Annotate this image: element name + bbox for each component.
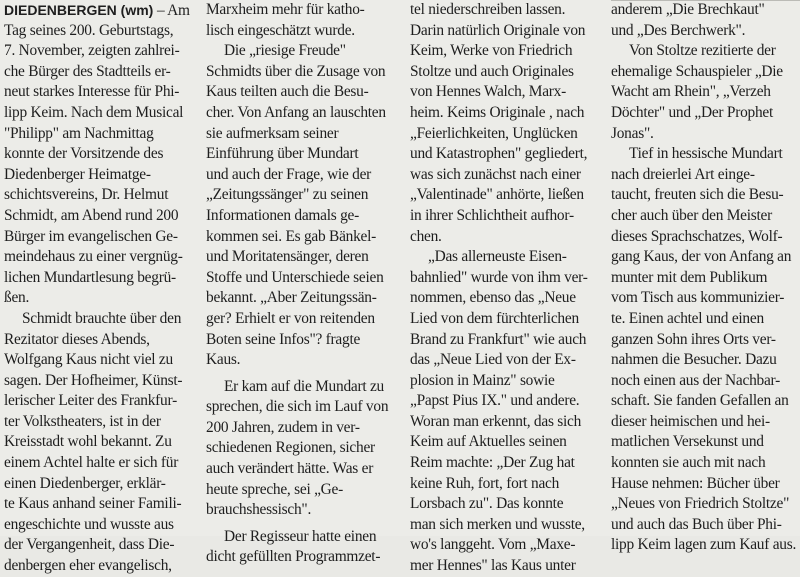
article-line: te. Einen achtel und einen: [611, 309, 764, 327]
article-line: Boten seine Infos"? fragte: [206, 330, 361, 348]
article-line: cher. Von Anfang an lauschten: [206, 103, 386, 121]
article-line: Diedenberger Heimatge-: [4, 165, 151, 183]
article-line: nommen, ebenso das „Neue: [410, 289, 576, 307]
article-line: Keim, Werke von Friedrich: [410, 42, 573, 60]
article-line: Stoffe und Unterschiede seien: [206, 268, 384, 286]
article-line: meindehaus zu einer vergnüg-: [4, 248, 183, 266]
article-line: was sich zunächst nach einer: [410, 165, 581, 183]
article-line: "Philipp" am Nachmittag: [4, 124, 154, 142]
article-line: Döchter" und „Der Prophet: [611, 103, 774, 121]
article-line: Lorsbach zu". Das konnte: [410, 495, 564, 513]
article-line: lisch eingeschätzt wurde.: [206, 21, 355, 39]
article-line: der Vergangenheit, dass Die-: [4, 536, 175, 554]
article-line: Kaus.: [206, 351, 241, 369]
article-line: Reim machte: „Der Zug hat: [410, 454, 575, 472]
article-line: und „Des Berchwerk".: [611, 21, 746, 39]
article-line: ßen.: [4, 289, 30, 307]
article-line: schichtsvereins, Dr. Helmut: [4, 186, 169, 204]
article-line: ehemalige Schauspieler „Die: [611, 62, 783, 80]
article-line: ger? Erhielt er von reitenden: [206, 309, 375, 327]
article-line: „Neues von Friedrich Stoltze": [611, 495, 790, 513]
article-line: bekannt. „Aber Zeitungssän-: [206, 289, 377, 307]
article-line: tel niederschreiben lassen.: [410, 1, 566, 18]
article-line: Schmidt brauchte über den: [22, 309, 182, 327]
article-line: Der Regisseur hatte einen: [224, 527, 377, 545]
article-line: che Bürger des Stadtteils er-: [4, 62, 171, 80]
article-line: „Valentinade" anhörte, ließen: [410, 186, 584, 204]
article-line: man sich merken und wusste,: [410, 515, 585, 533]
article-line: „Feierlichkeiten, Unglücken: [410, 124, 578, 142]
article-line: Bürger im evangelischen Ge-: [4, 227, 178, 245]
article-line: „Papst Pius IX." und andere.: [410, 392, 580, 410]
article-line: Woran man erkennt, das sich: [410, 412, 582, 430]
article-line: lipp Keim. Nach dem Musical: [4, 103, 184, 121]
article-line: [4, 0, 200, 21]
article-line: nach dreierlei Art einge-: [611, 165, 755, 183]
article-column-1: [4, 0, 200, 575]
article-line: und auch der Frage, wie der: [206, 165, 372, 183]
article-line: dieses Sprachschatzes, Wolf-: [611, 227, 783, 245]
article-line: sie aufmerksam seiner: [206, 124, 339, 142]
dateline-rest: – Am: [153, 2, 190, 19]
article-line: matlichen Versekunst und: [611, 433, 764, 451]
article-line: Von Stoltze rezitierte der: [629, 42, 776, 60]
article-line: Jonas".: [611, 124, 654, 142]
article-line: 7. November, zeigten zahlrei-: [4, 42, 180, 60]
article-line: konnte der Vorsitzende des: [4, 145, 164, 163]
article-line: noch einen aus der Nachbar-: [611, 371, 780, 389]
article-line: cher auch über den Meister: [611, 206, 773, 224]
article-line: von Hennes Walch, Marx-: [410, 83, 566, 101]
article-line: einem Achtel halte er sich für: [4, 454, 179, 472]
article-line: Lied von dem fürchterlichen: [410, 309, 579, 327]
article-line: anderem „Die Brechkaut": [611, 1, 765, 18]
article-line: Die „riesige Freude": [224, 42, 346, 60]
article-line: Schmidt, am Abend rund 200: [4, 206, 179, 224]
article-line: heute spreche, sei „Ge-: [206, 480, 343, 498]
article-line: lichen Mundartlesung begrü-: [4, 268, 176, 286]
article-line: in ihrer Schlichtheit aufhor-: [410, 206, 574, 224]
article-line: schiedenen Regionen, sicher: [206, 439, 375, 457]
article-line: ganzen Sohn ihres Orts ver-: [611, 330, 776, 348]
article-line: engeschichte und wusste aus: [4, 515, 174, 533]
article-line: einen Diedenberger, erklär-: [4, 474, 166, 492]
article-line: „Das allerneuste Eisen-: [428, 248, 567, 266]
article-line: chen.: [410, 227, 442, 245]
article-line: Einführung über Mundart: [206, 145, 359, 163]
article-line: Er kam auf die Mundart zu: [224, 377, 384, 395]
article-line: mer Hennes" las Kaus unter: [410, 557, 576, 575]
article-line: sagen. Der Hofheimer, Künst-: [4, 371, 183, 389]
article-line: das „Neue Lied von der Ex-: [410, 351, 576, 369]
article-line: Kreisstadt wohl bekannt. Zu: [4, 433, 172, 451]
article-line: Informationen damals ge-: [206, 206, 359, 224]
article-line: lerischer Leiter des Frankfur-: [4, 392, 177, 410]
article-line: Darin natürlich Originale von: [410, 21, 586, 39]
article-line: Brand zu Frankfurt" wie auch: [410, 330, 587, 348]
article-line: Tag seines 200. Geburtstags,: [4, 21, 174, 39]
article-line: Kaus teilten auch die Besu-: [206, 83, 369, 101]
article-line: heim. Keims Originale , nach: [410, 103, 585, 121]
article-line: keine Ruh, fort, fort nach: [410, 474, 560, 492]
article-line: und Katastrophen" gegliedert,: [410, 145, 588, 163]
article-line: Rezitator dieses Abends,: [4, 330, 150, 348]
article-line: nahmen die Besucher. Dazu: [611, 351, 777, 369]
article-line: Stoltze und auch Originales: [410, 62, 574, 80]
article-line: und auch das Buch über Phi-: [611, 515, 782, 533]
article-line: neut starkes Interesse für Phi-: [4, 83, 180, 101]
article-line: kommen sei. Es gab Bänkel-: [206, 227, 377, 245]
article-line: Hause nehmen: Bücher über: [611, 474, 780, 492]
article-line: sprechen, die sich im Lauf von: [206, 398, 389, 416]
article-line: Schmidts über die Zusage von: [206, 62, 386, 80]
article-column-4: [611, 0, 800, 554]
article-line: konnten sie auch mit nach: [611, 454, 766, 472]
article-line: Tief in hessische Mundart: [629, 145, 783, 163]
article-line: vom Tisch aus kommunizier-: [611, 289, 785, 307]
article-line: te Kaus anhand seiner Famili-: [4, 495, 182, 513]
article-line: denbergen eher evangelisch,: [4, 557, 172, 575]
article-line: lipp Keim lagen zum Kauf aus.: [611, 536, 797, 554]
article-line: 200 Jahren, zudem in ver-: [206, 418, 360, 436]
article-line: plosion in Mainz" sowie: [410, 371, 555, 389]
article-line: schaft. Sie fanden Gefallen an: [611, 392, 789, 410]
article-line: ter Volkstheaters, ist in der: [4, 412, 161, 430]
article-column-3: [410, 0, 606, 575]
article-line: dieser heimischen und hei-: [611, 412, 770, 430]
article-line: Wacht am Rhein", „Verzeh: [611, 83, 771, 101]
article-line: taucht, freuten sich die Besu-: [611, 186, 784, 204]
article-line: und Moritatensänger, deren: [206, 248, 369, 266]
article-line: munter mit dem Publikum: [611, 268, 768, 286]
article-line: dicht gefüllten Programmzet-: [206, 548, 381, 566]
article-line: auch verändert hätte. Was er: [206, 460, 374, 478]
article-line: bahnlied" wurde von ihm ver-: [410, 268, 588, 286]
article-line: brauchshessisch".: [206, 501, 312, 519]
article-column-2: [206, 0, 402, 566]
article-line: „Zeitungssänger" zu seinen: [206, 186, 369, 204]
dateline-kicker: DIEDENBERGEN (wm): [4, 2, 154, 18]
article-line: Marxheim mehr für katho-: [206, 1, 365, 18]
article-line: Wolfgang Kaus nicht viel zu: [4, 351, 173, 369]
article-line: wo's langgeht. Vom „Maxe-: [410, 536, 576, 554]
article-line: Keim auf Aktuelles seinen: [410, 433, 567, 451]
article-line: gang Kaus, der von Anfang an: [611, 248, 792, 266]
